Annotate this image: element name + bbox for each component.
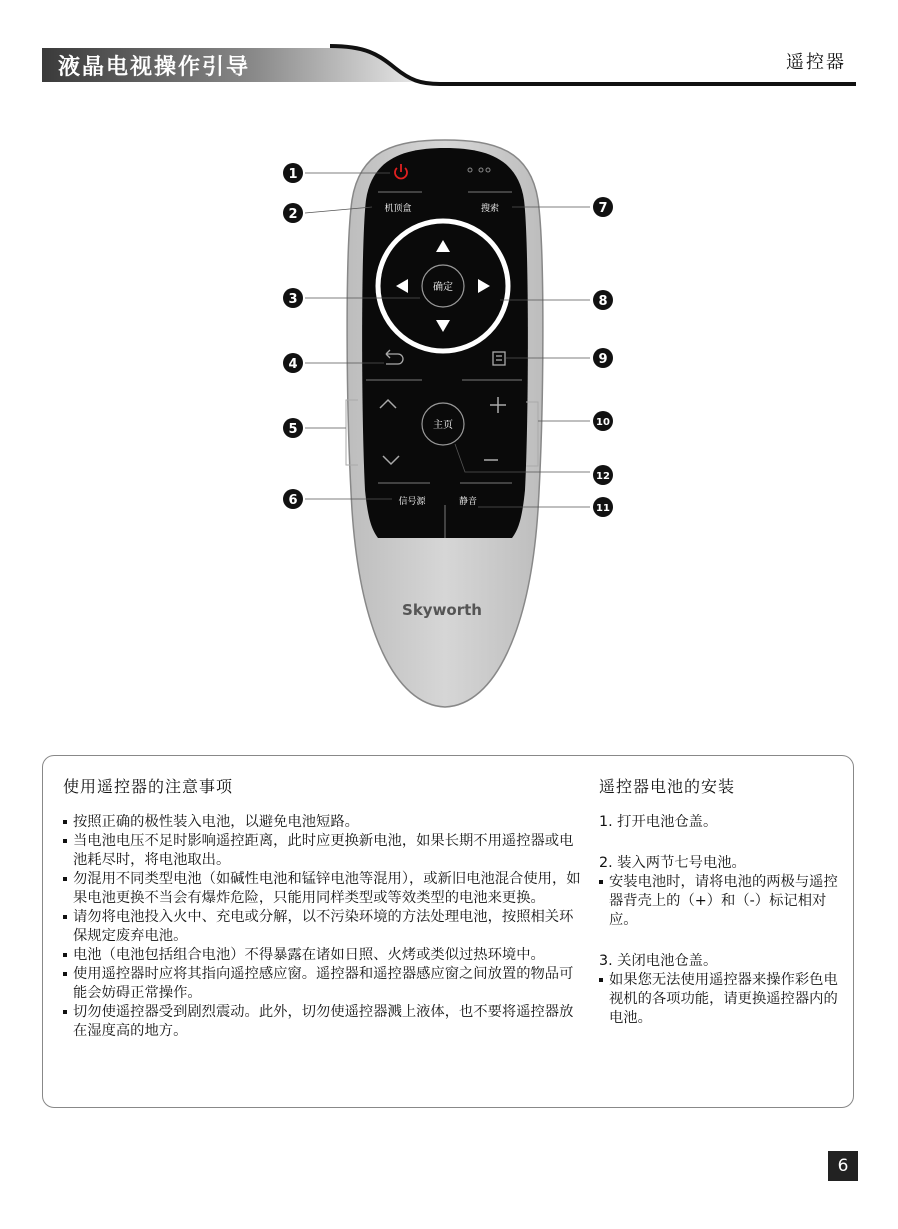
mute-button-label: 静音 [458, 497, 478, 507]
info-box [42, 755, 854, 1108]
battery-heading: 遥控器电池的安装 [599, 777, 736, 796]
callout-11-label: 11 [596, 503, 610, 514]
note-item: 切勿使遥控器受到剧烈震动。此外，切勿使遥控器溅上液体，也不要将遥控器放在湿度高的地方。 [63, 1003, 583, 1041]
source-button-label: 信号源 [398, 497, 426, 507]
note-item: 勿混用不同类型电池（如碱性电池和锰锌电池等混用），或新旧电池混合使用，如果电池更换不当会有爆炸危险，只能用同样类型或等效类型的电池来更换。 [63, 870, 583, 908]
callout-3-label: 3 [288, 292, 298, 307]
battery-step-2: 2. 装入两节七号电池。 [599, 855, 746, 871]
battery-note: 安装电池时，请将电池的两极与遥控器背壳上的（+）和（-）标记相对应。 [599, 873, 849, 930]
notes-list [63, 813, 583, 1041]
notes-column [63, 774, 583, 1041]
notes-heading: 使用遥控器的注意事项 [63, 777, 234, 796]
battery-note: 如果您无法使用遥控器来操作彩色电视机的各项功能，请更换遥控器内的电池。 [599, 971, 849, 1028]
page-title: 液晶电视操作引导 [58, 55, 251, 80]
search-button-label: 搜索 [480, 204, 500, 214]
callout-6-label: 6 [288, 493, 298, 508]
callout-2-label: 2 [288, 207, 298, 222]
callout-1-label: 1 [288, 167, 298, 182]
battery-step-3-notes [599, 971, 849, 1028]
remote-diagram [0, 110, 898, 730]
callout-7-label: 7 [598, 201, 608, 216]
battery-step-1: 1. 打开电池仓盖。 [599, 814, 718, 830]
ok-button-label: 确定 [433, 282, 453, 293]
callout-8-label: 8 [598, 294, 608, 309]
callout-4-label: 4 [288, 357, 298, 372]
callout-9-label: 9 [598, 352, 608, 367]
callout-5-label: 5 [288, 422, 298, 437]
note-item: 按照正确的极性装入电池，以避免电池短路。 [63, 813, 583, 832]
note-item: 请勿将电池投入火中、充电或分解，以不污染环境的方法处理电池，按照相关环保规定废弃电池。 [63, 908, 583, 946]
stb-button-label: 机顶盒 [384, 204, 412, 214]
battery-step-3: 3. 关闭电池仓盖。 [599, 953, 718, 969]
brand-logo: Skyworth [402, 601, 482, 619]
note-item: 当电池电压不足时影响遥控距离，此时应更换新电池，如果长期不用遥控器或电池耗尽时，将电池取出。 [63, 832, 583, 870]
note-item: 电池（电池包括组合电池）不得暴露在诸如日照、火烤或类似过热环境中。 [63, 946, 583, 965]
battery-step-2-notes [599, 873, 849, 930]
callout-10-label: 10 [596, 417, 610, 428]
page-number: 6 [828, 1151, 858, 1181]
section-title: 遥控器 [786, 52, 846, 73]
battery-column [599, 774, 849, 1028]
home-button-label: 主页 [433, 420, 453, 431]
callout-12-label: 12 [596, 471, 610, 482]
note-item: 使用遥控器时应将其指向遥控感应窗。遥控器和遥控器感应窗之间放置的物品可能会妨碍正常操作。 [63, 965, 583, 1003]
